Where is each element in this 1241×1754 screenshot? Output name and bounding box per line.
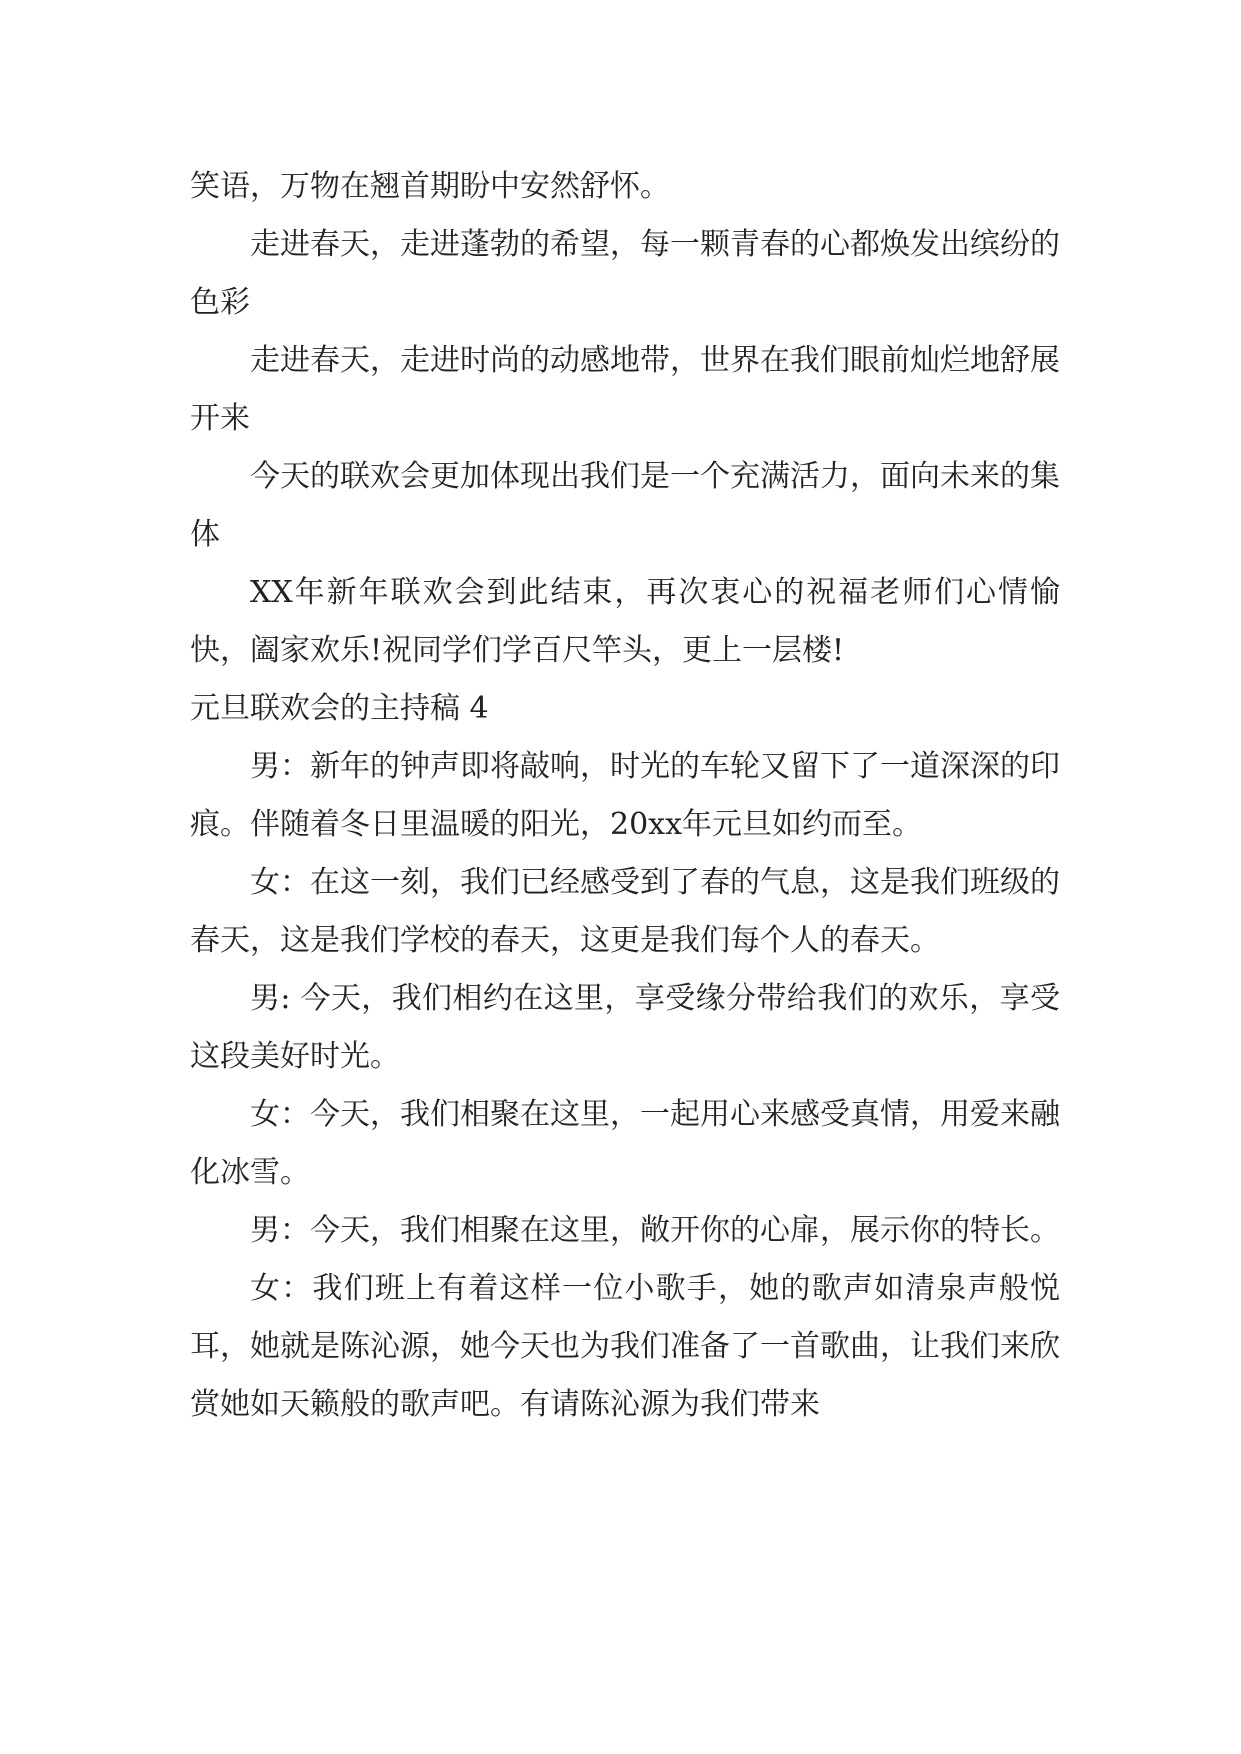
section-title: 元旦联欢会的主持稿 4 xyxy=(190,691,489,726)
paragraph: 走进春天，走进时尚的动感地带，世界在我们眼前灿烂地舒展开来 xyxy=(190,343,1060,436)
dialogue-paragraph: 男：今天，我们相聚在这里，敞开你的心扉，展示你的特长。 xyxy=(250,1213,1060,1248)
dialogue-paragraph: 女：今天，我们相聚在这里，一起用心来感受真情，用爱来融化冰雪。 xyxy=(190,1097,1060,1190)
paragraph: XX年新年联欢会到此结束，再次衷心的祝福老师们心情愉快，阖家欢乐!祝同学们学百尺竿头，更上一层楼! xyxy=(190,575,1060,668)
dialogue-paragraph: 女：我们班上有着这样一位小歌手，她的歌声如清泉声般悦耳，她就是陈沁源，她今天也为我们准备了一首歌曲，让我们来欣赏她如天籁般的歌声吧。有请陈沁源为我们带来 xyxy=(190,1271,1060,1422)
document-body xyxy=(190,158,1060,1434)
paragraph: 今天的联欢会更加体现出我们是一个充满活力，面向未来的集体 xyxy=(190,459,1060,552)
paragraph: 笑语，万物在翘首期盼中安然舒怀。 xyxy=(190,169,670,204)
dialogue-paragraph: 男：新年的钟声即将敲响，时光的车轮又留下了一道深深的印痕。伴随着冬日里温暖的阳光，20xx年元旦如约而至。 xyxy=(190,749,1060,842)
paragraph: 走进春天，走进蓬勃的希望，每一颗青春的心都焕发出缤纷的色彩 xyxy=(190,227,1060,320)
dialogue-paragraph: 女：在这一刻，我们已经感受到了春的气息，这是我们班级的春天，这是我们学校的春天，这更是我们每个人的春天。 xyxy=(190,865,1060,958)
dialogue-paragraph: 男: 今天，我们相约在这里，享受缘分带给我们的欢乐，享受这段美好时光。 xyxy=(190,981,1060,1074)
